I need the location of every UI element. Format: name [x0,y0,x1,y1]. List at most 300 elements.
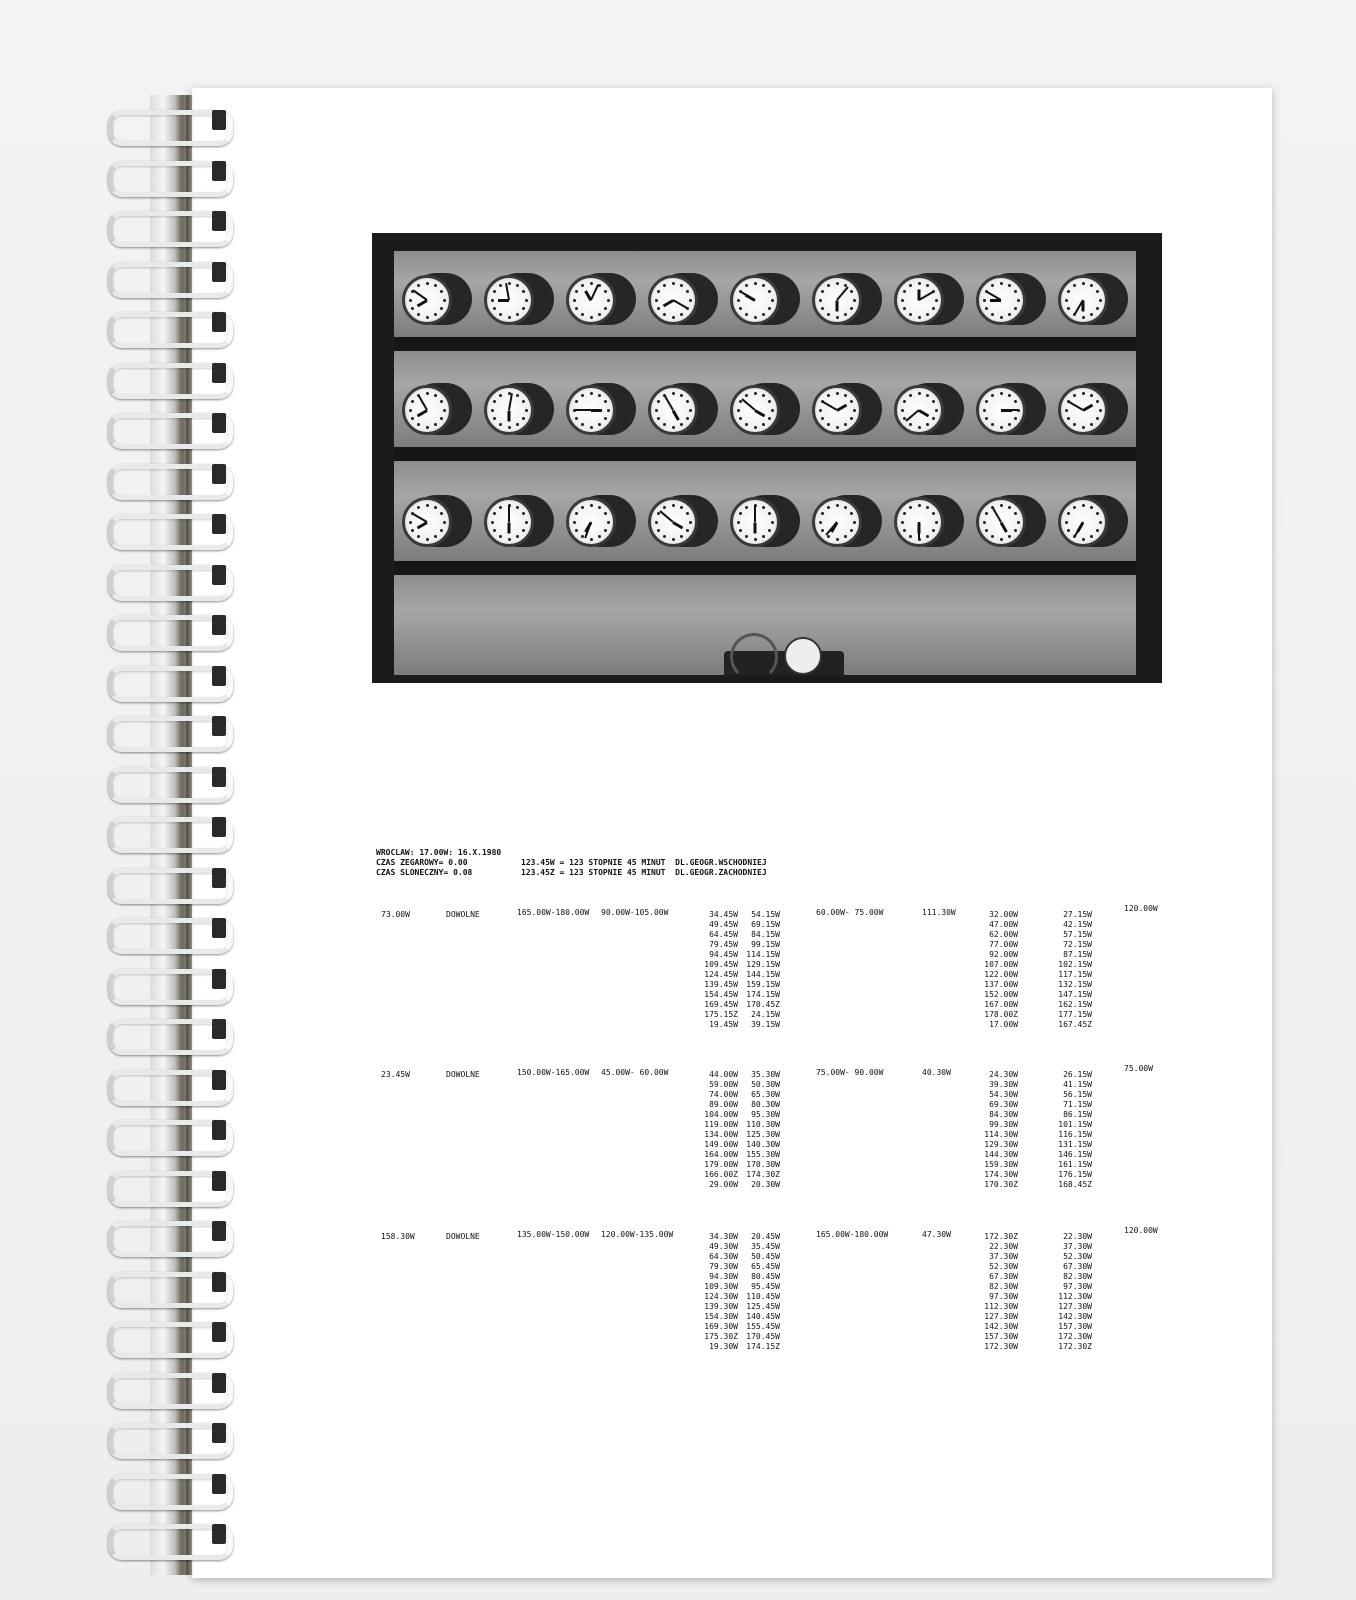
clock-tick [836,316,839,319]
clock-tick [522,290,525,293]
clock-tick [909,284,912,287]
mechanism-dial [784,637,822,675]
clock-tick [739,307,742,310]
clock-tick [499,423,502,426]
coordinate-cell: 167.00W [984,1000,1018,1009]
clock-tick [1017,521,1020,524]
coordinate-cell: 149.00W [704,1140,738,1149]
coordinate-cell: 144.30W [984,1150,1018,1159]
clock-tick [417,423,420,426]
coordinate-cell: 74.00W [709,1090,738,1099]
coordinate-cell: 137.00W [984,980,1018,989]
clock-tick [581,423,584,426]
coordinate-cell: 69.30W [989,1100,1018,1109]
coordinate-cell: 169.45W [704,1000,738,1009]
coordinate-cell: 26.15W [1063,1070,1092,1079]
coordinate-cell: 154.45W [704,990,738,999]
clock-tick [499,394,502,397]
clock-tick [686,417,689,420]
mode-value: DOWOLNE [446,1070,480,1079]
clock-tick [1000,538,1003,541]
clock-tick [525,299,528,302]
clock-face [1058,275,1108,325]
coordinate-cell: 84.15W [751,930,780,939]
coordinate-cell: 125.45W [746,1302,780,1311]
clock-tick [926,535,929,538]
punch-hole [212,716,226,736]
clock-tick [604,400,607,403]
clock-face [894,275,944,325]
clock-tick [754,538,757,541]
clock-tick [590,426,593,429]
clock-tick [771,409,774,412]
clock-tick [522,417,525,420]
clock-tick [901,521,904,524]
clock-tick [1067,307,1070,310]
clock-tick [836,538,839,541]
clock-tick [581,506,584,509]
coordinate-cell: 34.45W [709,910,738,919]
clock-tick [819,521,822,524]
clock-tick [575,417,578,420]
coordinate-cell: 35.30W [751,1070,780,1079]
punch-hole [212,1373,226,1393]
clock-tick [768,417,771,420]
clock-tick [657,400,660,403]
mode-value: DOWOLNE [446,910,480,919]
clock-tick [983,299,986,302]
clock-tick [657,290,660,293]
clock-tick [663,535,666,538]
clock-tick [516,394,519,397]
clock-tick [434,394,437,397]
clock-tick [672,538,675,541]
clock-tick [598,423,601,426]
hour-hand [1076,521,1084,532]
header-legend-west: 123.45Z = 123 STOPNIE 45 MINUT DL.GEOGR.ZACHODNIEJ [521,868,767,877]
clock-tick [850,417,853,420]
coordinate-cell: 59.00W [709,1080,738,1089]
clock-tick [926,506,929,509]
coordinate-cell: 107.00W [984,960,1018,969]
punch-hole [212,312,226,332]
clock-tick [672,392,675,395]
minute-hand [418,395,428,411]
coordinate-cell: 167.45Z [1058,1020,1092,1029]
clock-tick [657,417,660,420]
hour-hand [836,300,839,311]
hour-hand [918,409,929,417]
clock-tick [903,512,906,515]
clock-face [484,275,534,325]
clock-face [484,385,534,435]
offset-value: 40.30W [922,1068,951,1077]
clock-tick [901,409,904,412]
clock-tick [903,529,906,532]
clock-tick [935,521,938,524]
coordinate-cell: 174.30Z [746,1170,780,1179]
clock-tick [819,299,822,302]
clock-tick [686,400,689,403]
coordinate-cell: 52.30W [1063,1252,1092,1261]
punch-hole [212,1272,226,1292]
clock-tick [1096,417,1099,420]
clock-tick [516,423,519,426]
clock-tick [604,290,607,293]
coordinate-cell: 84.30W [989,1110,1018,1119]
shelf-bar-2 [394,447,1136,461]
clock-tick [739,417,742,420]
punch-hole [212,1423,226,1443]
clock-tick [850,400,853,403]
clock-row-2 [394,383,1136,443]
coordinate-cell: 19.30W [709,1342,738,1351]
coordinate-cell: 49.30W [709,1242,738,1251]
coordinate-cell: 164.00W [704,1150,738,1159]
clock-tick [1096,512,1099,515]
clock-tick [655,521,658,524]
clock-tick [598,535,601,538]
punch-hole [212,363,226,383]
clock-tick [909,313,912,316]
punch-hole [212,666,226,686]
clock-tick [581,313,584,316]
clock-tick [663,313,666,316]
coordinate-cell: 101.15W [1058,1120,1092,1129]
clock-tick [844,506,847,509]
coordinate-cell: 119.00W [704,1120,738,1129]
offset-value: 47.30W [922,1230,951,1239]
clock-face [1058,385,1108,435]
clock-tick [440,529,443,532]
coordinate-cell: 24.15W [751,1010,780,1019]
clock-tick [737,521,740,524]
coordinate-cell: 95.45W [751,1282,780,1291]
clock-tick [440,417,443,420]
clock-tick [853,299,856,302]
clock-tick [508,538,511,541]
coordinate-cell: 134.00W [704,1130,738,1139]
clock-tick [991,423,994,426]
coordinate-cell: 94.30W [709,1272,738,1281]
coordinate-cell: 172.30Z [984,1232,1018,1241]
clock-tick [598,506,601,509]
coordinate-cell: 20.45W [751,1232,780,1241]
clock-tick [1008,394,1011,397]
coordinate-cell: 82.30W [989,1282,1018,1291]
clock-tick [762,423,765,426]
clock-tick [434,535,437,538]
minute-hand [673,299,689,309]
clock-tick [493,400,496,403]
clock-tick [575,529,578,532]
clock-tick [745,284,748,287]
clock-tick [657,307,660,310]
clock-tick [737,299,740,302]
coordinate-cell: 22.30W [989,1242,1018,1251]
clock-tick [499,284,502,287]
clock-tick [850,529,853,532]
clock-face [484,497,534,547]
coordinate-cell: 169.30W [704,1322,738,1331]
clock-tick [590,392,593,395]
result-value: 75.00W [1124,1064,1153,1073]
clock-tick [903,307,906,310]
clock-tick [754,426,757,429]
clock-tick [426,282,429,285]
clock-tick [821,529,824,532]
coordinate-cell: 44.00W [709,1070,738,1079]
coordinate-cell: 139.45W [704,980,738,989]
coordinate-cell: 57.15W [1063,930,1092,939]
clock-tick [1073,506,1076,509]
clock-face [402,385,452,435]
punch-hole [212,1019,226,1039]
clock-tick [491,299,494,302]
clock-face [402,275,452,325]
coordinate-cell: 52.30W [989,1262,1018,1271]
clock-tick [991,284,994,287]
coordinate-cell: 20.30W [751,1180,780,1189]
hour-hand [918,522,921,533]
coordinate-cell: 50.45W [751,1252,780,1261]
clock-tick [754,392,757,395]
clock-tick [499,506,502,509]
coordinate-cell: 65.30W [751,1090,780,1099]
coordinate-cell: 32.00W [989,910,1018,919]
clock-tick [762,535,765,538]
clock-tick [655,299,658,302]
clock-tick [844,423,847,426]
coordinate-cell: 157.30W [1058,1322,1092,1331]
hour-hand [498,299,509,302]
coordinate-cell: 161.15W [1058,1160,1092,1169]
clock-tick [1096,400,1099,403]
clock-tick [493,529,496,532]
coordinate-cell: 110.30W [746,1120,780,1129]
hour-hand [918,289,921,300]
clock-tick [672,282,675,285]
clock-tick [516,284,519,287]
coordinate-cell: 99.30W [989,1120,1018,1129]
clock-tick [827,394,830,397]
clock-tick [1014,400,1017,403]
clock-tick [417,535,420,538]
clock-tick [1090,423,1093,426]
clock-tick [440,307,443,310]
clock-tick [581,284,584,287]
clock-face [566,275,616,325]
coordinate-cell: 174.15Z [746,1342,780,1351]
clock-tick [655,409,658,412]
clock-tick [827,313,830,316]
clock-tick [680,423,683,426]
shelf-bar-1 [394,337,1136,351]
minute-hand [741,398,755,410]
minute-hand [659,510,673,522]
coordinate-cell: 139.30W [704,1302,738,1311]
clock-tick [926,394,929,397]
clock-tick [1090,313,1093,316]
minute-hand [1068,401,1084,411]
clock-tick [1014,512,1017,515]
clock-tick [575,400,578,403]
clock-tick [1096,307,1099,310]
clock-tick [909,423,912,426]
clock-tick [1090,506,1093,509]
clock-tick [590,282,593,285]
clock-tick [737,409,740,412]
clock-face [648,385,698,435]
coordinate-cell: 64.45W [709,930,738,939]
coordinate-cell: 132.15W [1058,980,1092,989]
clock-tick [590,316,593,319]
clock-tick [1008,423,1011,426]
hour-hand [836,403,847,411]
clock-tick [1067,290,1070,293]
coordinate-cell: 27.15W [1063,910,1092,919]
minute-hand [664,395,674,411]
coordinate-cell: 144.15W [746,970,780,979]
clock-tick [575,290,578,293]
coordinate-cell: 174.15W [746,990,780,999]
punch-hole [212,969,226,989]
clock-tick [1000,426,1003,429]
clock-tick [821,290,824,293]
clock-tick [411,417,414,420]
minute-hand [574,409,591,411]
clock-tick [493,307,496,310]
clock-tick [932,417,935,420]
clock-tick [1082,426,1085,429]
clock-tick [844,535,847,538]
coordinate-cell: 177.15W [1058,1010,1092,1019]
clock-tick [1065,409,1068,412]
clock-tick [827,284,830,287]
clock-tick [991,313,994,316]
coordinate-cell: 34.30W [709,1232,738,1241]
minute-hand [508,505,510,522]
hour-hand [754,409,765,417]
punch-hole [212,464,226,484]
coordinate-cell: 99.15W [751,940,780,949]
clock-tick [1017,299,1020,302]
clock-tick [983,409,986,412]
clock-tick [680,394,683,397]
coordinate-cell: 162.15W [1058,1000,1092,1009]
clock-tick [836,504,839,507]
coordinate-cell: 39.30W [989,1080,1018,1089]
clock-shelves [394,251,1136,675]
shelf-bar-3 [394,561,1136,575]
coordinate-cell: 67.30W [1063,1262,1092,1271]
clock-tick [926,313,929,316]
clock-tick [827,506,830,509]
clock-tick [821,307,824,310]
coordinate-cell: 114.15W [746,950,780,959]
clock-tick [598,394,601,397]
punch-hole [212,918,226,938]
coordinate-cell: 54.15W [751,910,780,919]
clock-tick [827,423,830,426]
clock-tick [1008,535,1011,538]
clock-tick [932,307,935,310]
clock-tick [411,307,414,310]
clock-tick [434,423,437,426]
coordinate-cell: 110.45W [746,1292,780,1301]
clock-tick [1073,284,1076,287]
clock-tick [672,316,675,319]
punch-hole [212,565,226,585]
coordinate-cell: 117.15W [1058,970,1092,979]
coordinate-cell: 175.15Z [704,1010,738,1019]
clock-tick [935,409,938,412]
punch-hole [212,1070,226,1090]
punch-hole [212,211,226,231]
clock-tick [918,426,921,429]
coordinate-cell: 94.45W [709,950,738,959]
clock-face [730,497,780,547]
coordinate-cell: 127.30W [984,1312,1018,1321]
coordinate-cell: 47.00W [989,920,1018,929]
clock-tick [411,400,414,403]
coordinate-cell: 172.30W [1058,1332,1092,1341]
clock-tick [768,512,771,515]
clock-face [894,385,944,435]
coordinate-cell: 159.15W [746,980,780,989]
coordinate-cell: 92.00W [989,950,1018,959]
clock-tick [909,535,912,538]
clock-tick [1014,290,1017,293]
coordinate-cell: 67.30W [989,1272,1018,1281]
coordinate-cell: 127.30W [1058,1302,1092,1311]
clock-tick [1099,299,1102,302]
clock-tick [1090,535,1093,538]
minute-hand [992,507,1002,523]
clock-tick [525,409,528,412]
hour-hand [754,522,757,533]
clock-tick [827,535,830,538]
coordinate-cell: 142.30W [984,1322,1018,1331]
coordinate-cell: 159.30W [984,1160,1018,1169]
minute-hand [754,505,756,522]
coordinate-cell: 166.00Z [704,1170,738,1179]
coordinate-cell: 49.45W [709,920,738,929]
punch-hole [212,161,226,181]
clock-tick [409,409,412,412]
clock-tick [983,521,986,524]
header-location: WROCLAW: 17.00W: 16.X.1980 [376,848,502,857]
punch-hole [212,1474,226,1494]
coordinate-cell: 56.15W [1063,1090,1092,1099]
clock-tick [607,409,610,412]
minute-hand [505,283,510,300]
clock-tick [499,313,502,316]
clock-tick [409,521,412,524]
clock-tick [909,506,912,509]
clock-tick [657,529,660,532]
clock-face [812,385,862,435]
clock-tick [821,512,824,515]
clock-tick [417,313,420,316]
clock-tick [850,290,853,293]
clock-tick [926,423,929,426]
clock-face [812,497,862,547]
clock-tick [426,316,429,319]
clock-tick [434,506,437,509]
range-value-3: 165.00W-180.00W [816,1230,889,1239]
coordinate-cell: 116.15W [1058,1130,1092,1139]
